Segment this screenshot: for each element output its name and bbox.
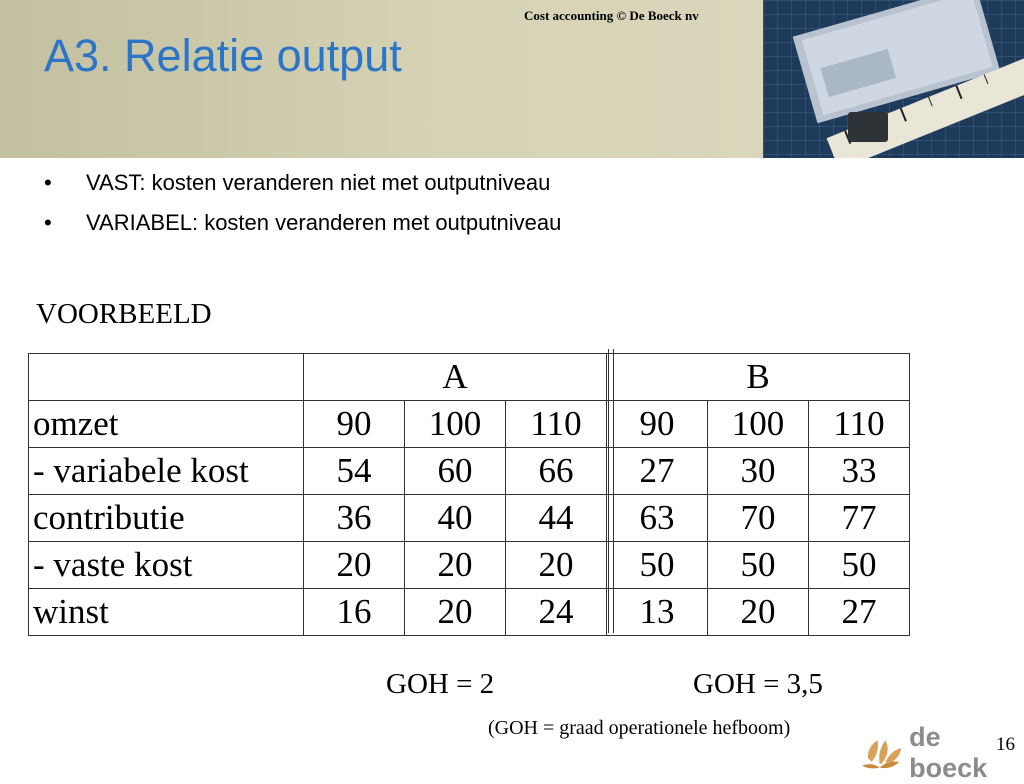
- table-cell: 100: [405, 401, 506, 448]
- bullet-text: VAST: kosten veranderen niet met outputniveau: [86, 170, 551, 195]
- table-cell: 13: [607, 589, 708, 636]
- bullet-item: [44, 210, 561, 250]
- table-cell: 100: [708, 401, 809, 448]
- copyright-notice: Cost accounting © De Boeck nv: [524, 8, 699, 23]
- table-row: [29, 495, 910, 542]
- table-row: [29, 589, 910, 636]
- table-cell: 24: [506, 589, 607, 636]
- table-cell: 33: [809, 448, 910, 495]
- money-tape-measure-photo: [763, 0, 1024, 158]
- table-cell: 40: [405, 495, 506, 542]
- table-row: [29, 448, 910, 495]
- logo-text: de boeck: [909, 722, 988, 783]
- table-cell: 20: [405, 589, 506, 636]
- table-cell: 70: [708, 495, 809, 542]
- table-cell: 60: [405, 448, 506, 495]
- group-divider: [608, 349, 614, 633]
- table-cell: 90: [607, 401, 708, 448]
- table-cell: 77: [809, 495, 910, 542]
- group-header-a: A: [304, 354, 607, 401]
- table-cell: 27: [809, 589, 910, 636]
- table-cell: 54: [304, 448, 405, 495]
- goh-definition-note: (GOH = graad operationele hefboom): [488, 717, 791, 739]
- table-cell: 110: [506, 401, 607, 448]
- table-cell: 30: [708, 448, 809, 495]
- row-label: contributie: [29, 495, 304, 542]
- row-label: winst: [29, 589, 304, 636]
- table-cell: 63: [607, 495, 708, 542]
- slide-title: A3. Relatie output: [44, 30, 402, 81]
- table-row: [29, 542, 910, 589]
- table-cell: 20: [304, 542, 405, 589]
- table-cell: 110: [809, 401, 910, 448]
- group-header-b: B: [607, 354, 910, 401]
- row-label: - vaste kost: [29, 542, 304, 589]
- table-cell: 50: [708, 542, 809, 589]
- leaf-logo-icon: [858, 736, 903, 770]
- row-label: - variabele kost: [29, 448, 304, 495]
- table-cell: 20: [405, 542, 506, 589]
- table-header-row: [29, 354, 910, 401]
- goh-a-value: GOH = 2: [386, 668, 495, 700]
- bullet-dot-icon: •: [44, 210, 52, 235]
- bullet-text: VARIABEL: kosten veranderen met outputniveau: [86, 210, 562, 235]
- cost-table: [28, 353, 910, 636]
- goh-b-value: GOH = 3,5: [693, 668, 823, 700]
- table-cell: 50: [607, 542, 708, 589]
- bullet-list: [44, 170, 561, 250]
- table-cell: 16: [304, 589, 405, 636]
- table-cell: 36: [304, 495, 405, 542]
- table-cell: 20: [506, 542, 607, 589]
- table-cell: 50: [809, 542, 910, 589]
- row-label: omzet: [29, 401, 304, 448]
- table-cell: 27: [607, 448, 708, 495]
- table-cell: 66: [506, 448, 607, 495]
- section-label: VOORBEELD: [36, 298, 212, 330]
- bullet-dot-icon: •: [44, 170, 52, 195]
- table-corner-cell: [29, 354, 304, 401]
- table-row: [29, 401, 910, 448]
- page-number: 16: [996, 734, 1015, 755]
- bullet-item: [44, 170, 561, 210]
- table-cell: 20: [708, 589, 809, 636]
- table-cell: 90: [304, 401, 405, 448]
- table-cell: 44: [506, 495, 607, 542]
